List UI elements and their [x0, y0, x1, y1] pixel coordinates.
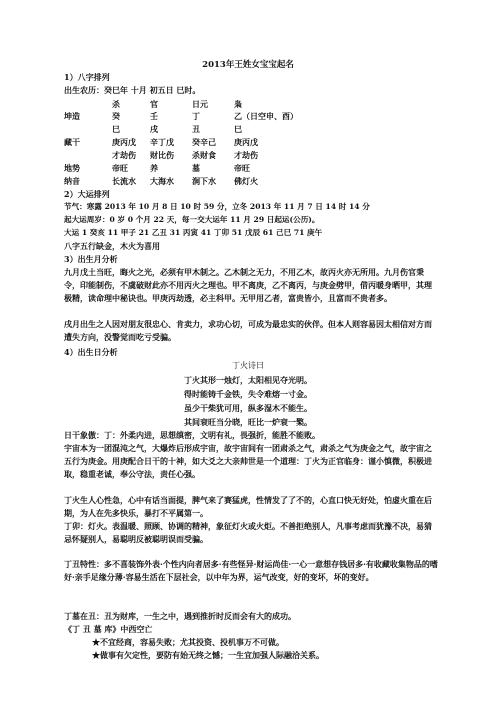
section-heading-day: 4）出生日分析 [64, 347, 118, 357]
canggan-1: 庚丙戊 [112, 137, 136, 147]
day-paragraph-2: 宇宙本为一团混沌之气，大爆炸后形成宇宙，故宇宙间有一团肃杀之气，肃杀之气为庚金之气，故宇宙之五行为庚金。用庚配合日干的十神，如大爻之大亲帅世是一个道理：丁火为正官临身：谨小慎微，积极进取，稳重老诚，奉公守法，责任心强。 [64, 443, 432, 479]
qiyun-info: 起大运周岁：0 岁 0 个月 22 天，每一交大运年 11 月 29 日起运(公历)。 [64, 215, 320, 224]
gan-4: 乙（日空申、酉） [234, 111, 298, 121]
canggan-shen-1: 才劫伤 [112, 150, 136, 160]
canggan-label: 藏干 [64, 137, 80, 147]
zhi-4: 巳 [234, 124, 242, 134]
shishen-4: 枭 [234, 99, 242, 109]
zhi-1: 巳 [112, 124, 120, 134]
canggan-shen-2: 财比伤 [150, 150, 174, 160]
section-heading-dayun: 2）大运排列 [64, 189, 110, 199]
poem-line-1: 丁火其形一烛灯，太阳相见夺光明。 [184, 375, 312, 385]
ku-item-1: ★不宜经商，容易失败；尤其投资、投机事万不可做。 [92, 637, 284, 647]
month-paragraph-1: 九月戊土当旺，晦火之光，必须有甲木制之。乙木制之无力，不用乙木，故丙火亦无所用。九月伤官秉令，印能制伤，不虞破财此亦不用丙火之理也。甲不离庚，乙不离丙，与庚金劈甲，借丙暖身晒甲，其理极精，读命理中秘诀也。甲庚丙劫透，必主科甲。无甲用乙者，富贵皆小，且富而不贵者多。 [64, 267, 432, 303]
shishen-3: 日元 [192, 99, 208, 109]
poem-title: 丁火诗曰 [232, 361, 264, 370]
document-title: 2013年王姓女宝宝起名 [202, 60, 294, 70]
nayin-1: 长流水 [112, 176, 136, 186]
day-paragraph-3: 丁火生人心性急，心中有话当面提，脾气来了赛猛虎，性情发了了不的，心直口快无好处，怕虚火重在后期，为人在先多快乐，暴打不平属第一。 [64, 495, 432, 518]
canggan-shen-4: 才劫伤 [234, 150, 258, 160]
jieqi-info: 节气：寒露 2013 年 10 月 8 日 10 时 59 分，立冬 2013 年 11 月 7 日 14 时 14 分 [64, 202, 370, 211]
day-paragraph-4: 丁卯：灯火。表温暖、照顾、协调的精神，象征灯火或火炬。不善拒绝别人，凡事考虑而犹豫不决，易猜忌怀疑别人，易聪明反被聪明误而受骗。 [64, 521, 432, 544]
qianzao-label: 坤造 [64, 111, 80, 121]
wuxing-note: 八字五行缺金，木火为喜用 [64, 241, 160, 251]
ku-heading: 《丁 丑 墓 库》中西空亡 [64, 624, 153, 634]
poem-line-2: 得时能铸千金铁，失令难熔一寸金。 [184, 389, 312, 399]
dishi-label: 地势 [64, 163, 80, 173]
day-paragraph-6: 丁墓在丑：丑为财库，一生之中，遇到推折时反而会有大的成功。 [64, 611, 296, 621]
dishi-4: 帝旺 [234, 163, 250, 173]
gan-1: 癸 [112, 111, 120, 121]
gan-2: 壬 [150, 111, 158, 121]
zhi-2: 戌 [150, 124, 158, 134]
nayin-2: 大海水 [150, 176, 174, 186]
shishen-1: 杀 [112, 99, 120, 109]
month-paragraph-2: 戌月出生之人因对朋友很忠心、肯卖力，求功心切，可成为最忠实的伙伴。但本人则容易因太相信对方而遭失方向，没警觉而吃亏受骗。 [64, 319, 432, 342]
canggan-2: 辛丁戊 [150, 137, 174, 147]
canggan-3: 癸辛己 [192, 137, 216, 147]
ku-item-2: ★做事有欠定性，要防有始无终之憾；一生宜加强人际融洽关系。 [92, 650, 324, 660]
dishi-1: 帝旺 [112, 163, 128, 173]
day-paragraph-1: 日干象傲：丁：外柔内进，思想缜密，文明有礼，畏强折，能胜不能败。 [64, 430, 320, 440]
nayin-4: 佛灯火 [234, 176, 258, 186]
dishi-2: 养 [150, 163, 158, 173]
nayin-3: 涧下水 [192, 176, 216, 186]
nayin-label: 纳音 [64, 176, 80, 186]
dayun-list: 大运 1 癸亥 11 甲子 21 乙丑 31 丙寅 41 丁卯 51 戊辰 61 己巳 71 庚午 [64, 228, 323, 237]
birth-info: 出生农历：癸巳年 十月 初五日 巳时。 [64, 85, 201, 95]
poem-line-3: 虽少干柴犹可用，纵多湿木不能生。 [184, 403, 312, 413]
zhi-3: 丑 [192, 124, 200, 134]
canggan-shen-3: 杀财食 [192, 150, 216, 160]
poem-line-4: 其间衰旺当分晓，旺比一炉衰一檠。 [184, 417, 312, 427]
section-heading-bazi: 1）八字排列 [64, 72, 110, 82]
shishen-2: 官 [150, 99, 158, 109]
canggan-4: 庚丙戊 [234, 137, 258, 147]
dishi-3: 墓 [192, 163, 200, 173]
section-heading-month: 3）出生月分析 [64, 254, 118, 264]
gan-3: 丁 [192, 111, 200, 121]
day-paragraph-5: 丁丑特性：多不喜装饰外表·个性内向者居多·有些怪异·财运尚佳·一心一意想存钱居多·有收藏收集物品的嗜好·亲手足缘分薄·容易生活在下层社会，以中年为界，运气改变，好的变坏，坏的变好。 [64, 559, 438, 582]
